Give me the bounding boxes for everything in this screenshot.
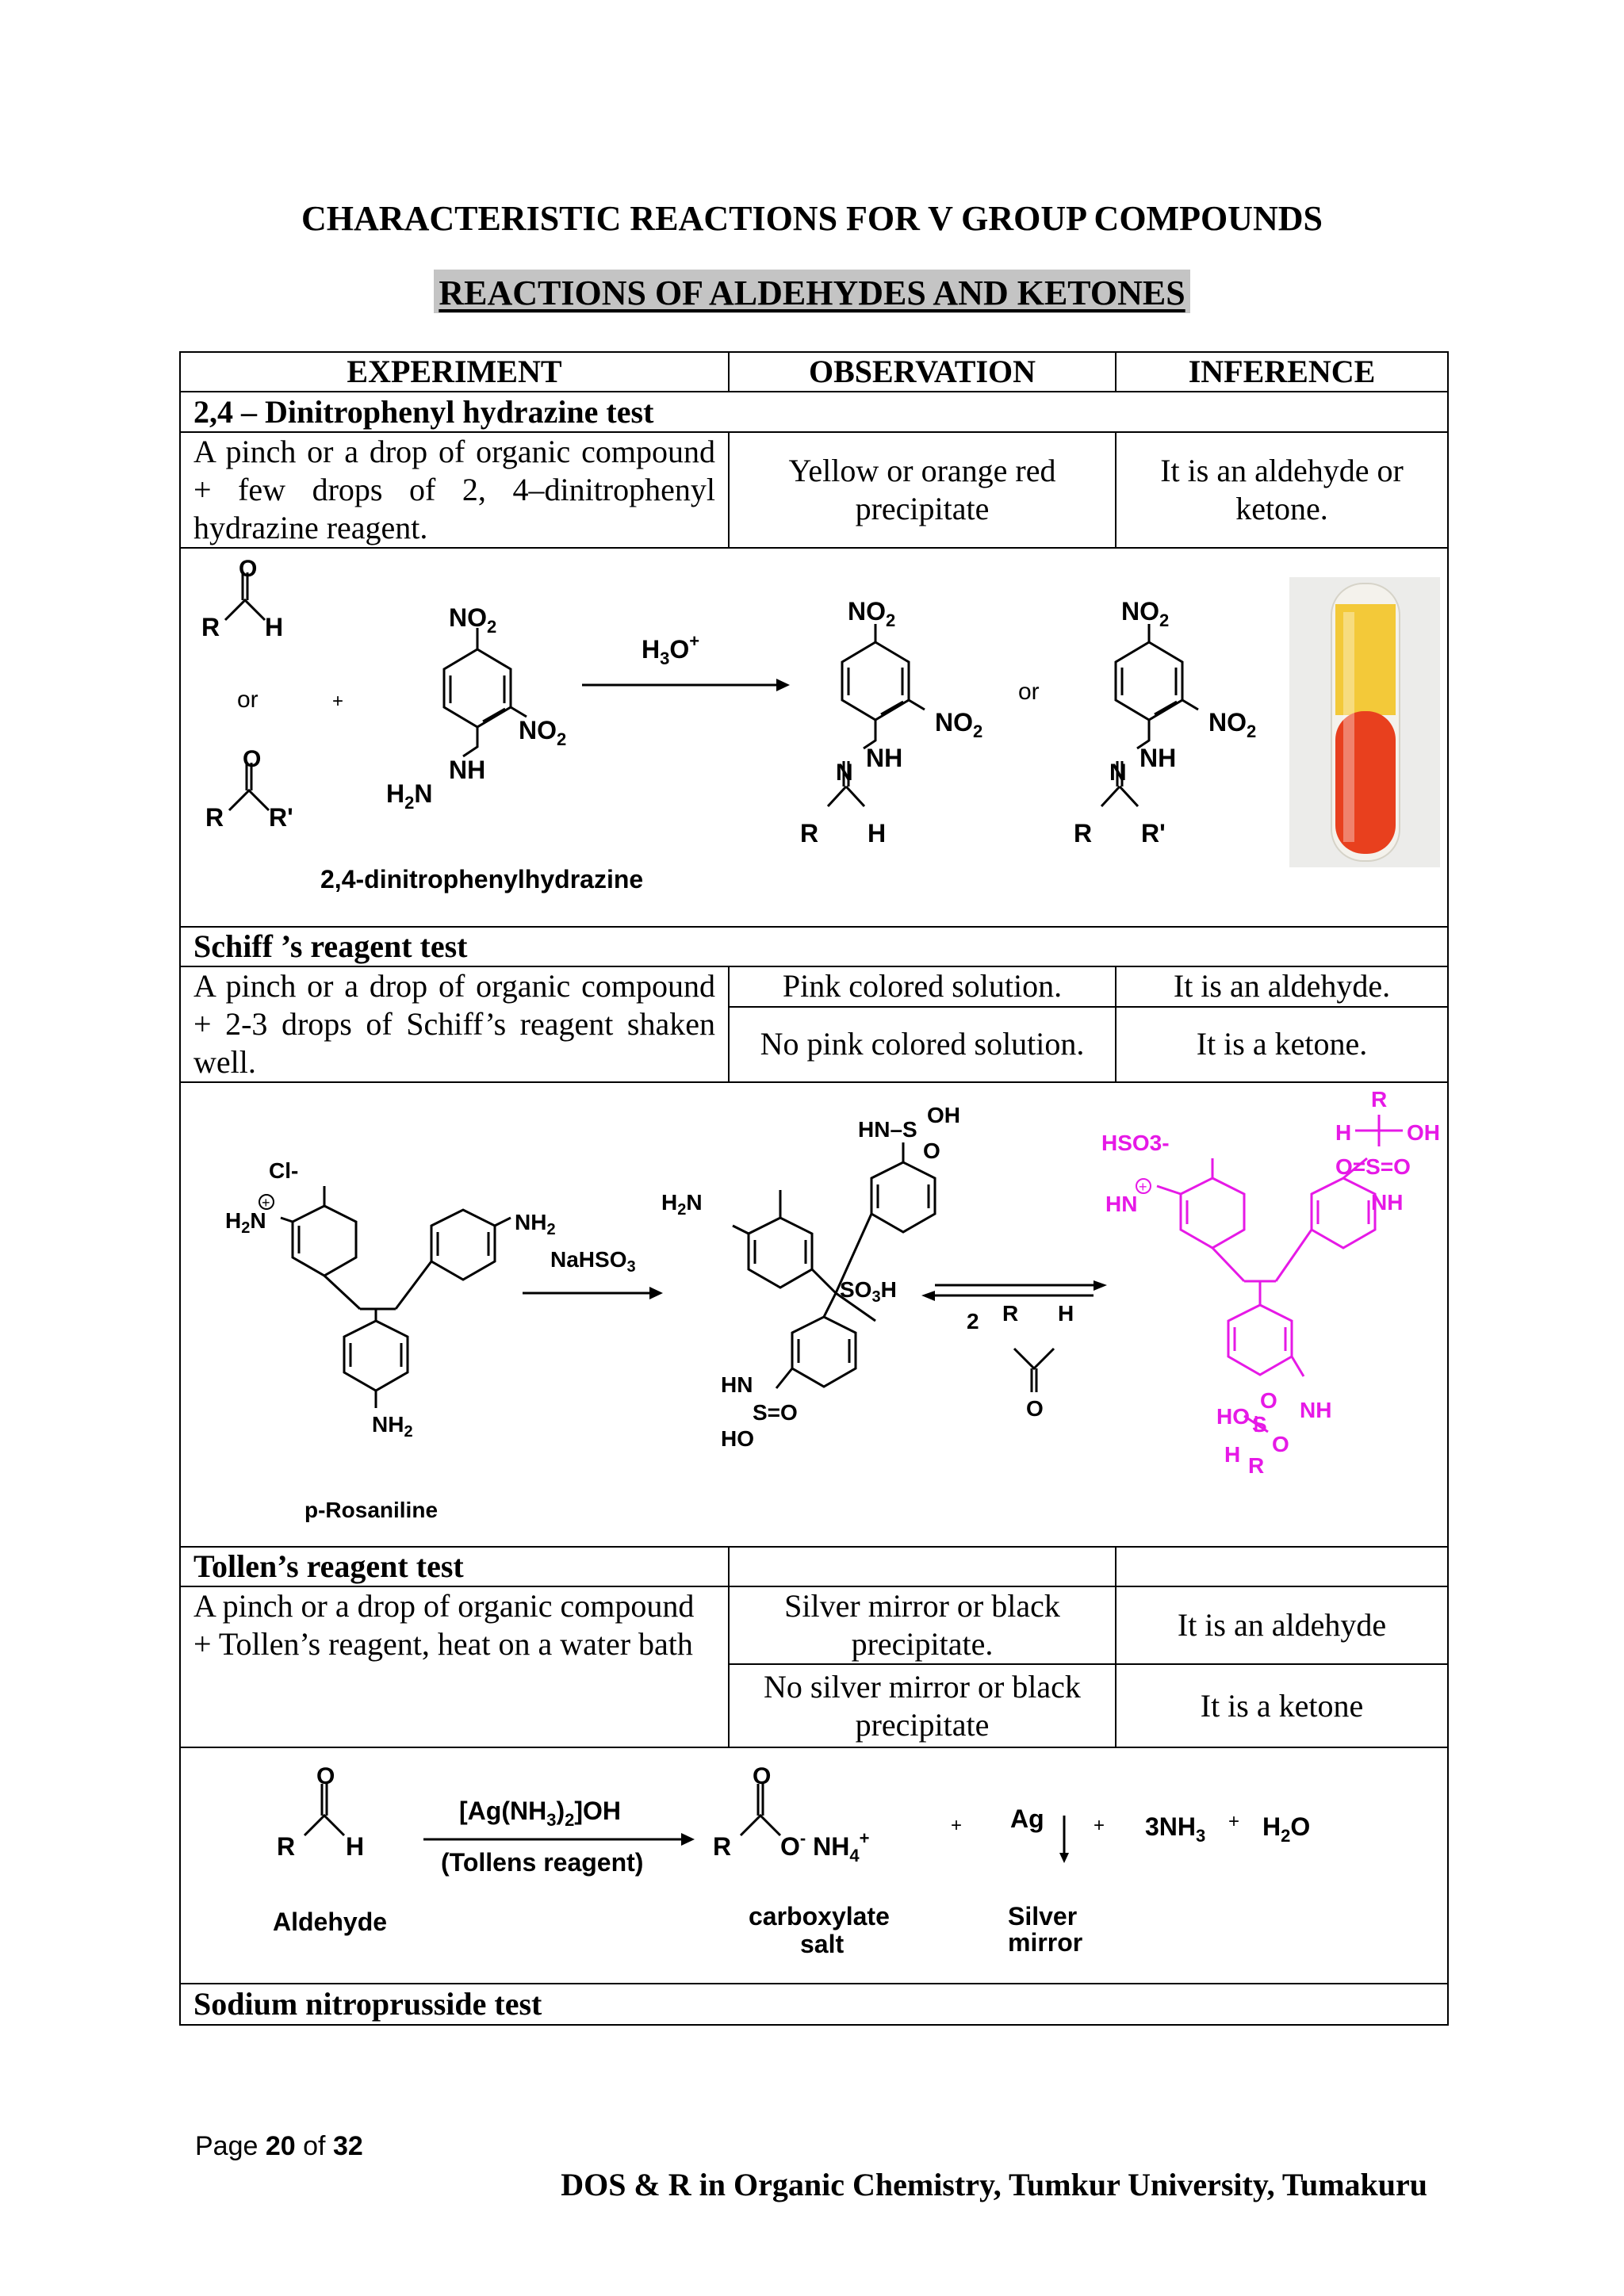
svg-text:H2N: $H_2N$ (661, 1190, 703, 1219)
svg-text:O: O (243, 746, 262, 772)
svg-text:NH2: $NH_2$ (372, 1412, 413, 1441)
svg-text:R: R (1248, 1453, 1265, 1478)
svg-text:HO: HO (1216, 1404, 1250, 1429)
schiff-inference-1: It is an aldehyde. (1116, 966, 1448, 1007)
section-title-wrap (0, 270, 1624, 313)
svg-text:O: O (316, 1763, 335, 1789)
table-row (180, 1586, 1448, 1664)
svg-text:H2N: $H_2N$ (225, 1208, 266, 1237)
table-row (180, 1984, 1448, 2025)
svg-text:NO2: $NO_2$ (519, 716, 567, 749)
svg-text:+: + (951, 1815, 963, 1836)
svg-text:NO2: $NO_2$ (935, 708, 983, 741)
silver-mirror-label: Silver (1008, 1902, 1078, 1931)
svg-text:NH2: $NH_2$ (515, 1210, 556, 1238)
svg-text:R: R (713, 1832, 732, 1861)
svg-text:NH: NH (449, 756, 486, 784)
svg-text:+: + (1228, 1811, 1240, 1832)
svg-text:H3O+: $H_3O^+$ (642, 631, 700, 668)
header-inference: INFERENCE (1116, 352, 1448, 392)
svg-text:O: O (239, 556, 258, 582)
svg-text:O: O (1260, 1388, 1277, 1413)
svg-text:salt: salt (800, 1930, 845, 1958)
rosaniline-name: p-Rosaniline (304, 1498, 439, 1522)
svg-text:R: R (277, 1832, 296, 1861)
table-row (180, 927, 1448, 966)
section-title: REACTIONS OF ALDEHYDES AND KETONES (434, 270, 1189, 313)
tollens-observation-1: Silver mirror or black precipitate. (729, 1586, 1116, 1664)
header-observation: OBSERVATION (729, 352, 1116, 392)
tollens-reagent-formula: $[Ag(NH_3)_2]OH$ (459, 1797, 621, 1830)
svg-text:2: 2 (967, 1309, 979, 1334)
svg-text:H: H (1335, 1120, 1352, 1145)
svg-text:H: H (346, 1832, 365, 1861)
table-row (180, 1747, 1448, 1984)
table-row (180, 432, 1448, 548)
dnp-experiment: A pinch or a drop of organic compound + few drops of 2, 4–dinitrophenyl hydrazine reagent. (180, 432, 729, 548)
svg-text:R': R' (1141, 819, 1166, 848)
svg-text:NO2: $NO_2$ (449, 603, 497, 637)
svg-text:R: R (201, 613, 220, 641)
tollens-inference-1: It is an aldehyde (1116, 1586, 1448, 1664)
svg-text:H: H (265, 613, 284, 641)
tollens-test-title: Tollen’s reagent test (180, 1547, 729, 1586)
schiff-observation-1: Pink colored solution. (729, 966, 1116, 1007)
schiff-scheme-cell (180, 1082, 1448, 1547)
aldehyde-label: Aldehyde (273, 1908, 388, 1936)
test-tube-photo (1289, 577, 1440, 867)
table-row (180, 548, 1448, 927)
svg-text:3NH3: $3NH_3$ (1145, 1812, 1206, 1846)
svg-text:R: R (205, 803, 224, 832)
svg-text:mirror: mirror (1008, 1928, 1083, 1957)
svg-text:O=S=O: O=S=O (1335, 1154, 1411, 1179)
header-experiment: EXPERIMENT (180, 352, 729, 392)
svg-text:HN: HN (721, 1372, 753, 1397)
svg-text:R': R' (269, 803, 293, 832)
svg-text:OH: OH (927, 1103, 960, 1127)
tollens-reaction-scheme (193, 1748, 1461, 1974)
tollens-observation-2: No silver mirror or black precipitate (729, 1664, 1116, 1747)
svg-text:H: H (1224, 1442, 1241, 1467)
tollens-experiment: A pinch or a drop of organic compound + Tollen’s reagent, heat on a water bath (180, 1586, 729, 1747)
table-row (180, 1082, 1448, 1547)
svg-text:O: O (923, 1138, 940, 1163)
svg-text:SO3H: $SO_3H$ (840, 1277, 897, 1306)
schiff-test-title: Schiff ’s reagent test (180, 927, 1448, 966)
table-header-row (180, 352, 1448, 392)
dnp-scheme-cell (180, 548, 1448, 927)
svg-text:R: R (800, 819, 819, 848)
svg-text:OH: OH (1407, 1120, 1440, 1145)
schiff-reaction-scheme (193, 1083, 1461, 1537)
svg-text:+: + (1094, 1815, 1105, 1836)
svg-text:R: R (1371, 1087, 1388, 1112)
svg-text:NH: NH (1300, 1398, 1332, 1422)
svg-text:S: S (1252, 1412, 1267, 1437)
page-number: Page 20 of 32 (195, 2131, 363, 2161)
svg-text:O: O (753, 1763, 772, 1789)
carboxylate-label: carboxylate (749, 1902, 890, 1931)
svg-text:HN: HN (1105, 1192, 1138, 1216)
institution-footer: DOS & R in Organic Chemistry, Tumkur University, Tumakuru (561, 2167, 1427, 2202)
or-label-2: or (1018, 679, 1040, 705)
svg-text:NO2: $NO_2$ (1121, 597, 1170, 630)
svg-text:+: + (262, 1195, 270, 1211)
schiff-experiment: A pinch or a drop of organic compound + 2-3 drops of Schiff’s reagent shaken well. (180, 966, 729, 1082)
plus-label: + (332, 691, 344, 712)
svg-text:O- NH4+: O- $NH_4^+$ (780, 1828, 870, 1866)
svg-text:NO2: $NO_2$ (848, 597, 896, 630)
dnp-inference: It is an aldehyde or ketone. (1116, 432, 1448, 548)
or-label: or (237, 687, 259, 713)
counter-ion: Cl- (269, 1158, 299, 1183)
tollens-scheme-cell (180, 1747, 1448, 1984)
dnp-observation: Yellow or orange red precipitate (729, 432, 1116, 548)
svg-text:H: H (1058, 1301, 1074, 1326)
svg-text:O: O (1026, 1396, 1044, 1421)
svg-text:N: N (1109, 760, 1127, 786)
silver-symbol: Ag (1010, 1804, 1044, 1833)
svg-text:N: N (836, 760, 853, 786)
svg-text:H2O: $H_2O$ (1262, 1812, 1311, 1846)
table-row (180, 966, 1448, 1007)
svg-text:R: R (1002, 1301, 1019, 1326)
svg-text:+: + (1139, 1179, 1147, 1195)
dnp-test-title: 2,4 – Dinitrophenyl hydrazine test (180, 392, 1448, 432)
svg-text:H: H (868, 819, 887, 848)
table-row (180, 392, 1448, 432)
svg-text:NH: NH (866, 744, 903, 772)
svg-text:HN–S: HN–S (858, 1117, 917, 1142)
svg-text:NH: NH (1139, 744, 1177, 772)
svg-text:S=O: S=O (753, 1400, 798, 1425)
empty-cell (1116, 1547, 1448, 1586)
schiff-observation-2: No pink colored solution. (729, 1007, 1116, 1082)
tollens-reagent-name: (Tollens reagent) (441, 1848, 644, 1877)
schiff-inference-2: It is a ketone. (1116, 1007, 1448, 1082)
nitroprusside-test-title: Sodium nitroprusside test (180, 1984, 1448, 2025)
empty-cell (729, 1547, 1116, 1586)
svg-text:O: O (1272, 1432, 1289, 1456)
tollens-inference-2: It is a ketone (1116, 1664, 1448, 1747)
dnp-reaction-scheme (193, 549, 1461, 917)
svg-text:NH: NH (1371, 1190, 1404, 1215)
svg-text:R: R (1074, 819, 1093, 848)
svg-text:NaHSO3: NaHSO$_3$ (550, 1247, 636, 1276)
dnph-name: 2,4-dinitrophenylhydrazine (320, 865, 644, 894)
svg-text:NO2: $NO_2$ (1208, 708, 1257, 741)
table-row (180, 1547, 1448, 1586)
page-title: CHARACTERISTIC REACTIONS FOR V GROUP COMPOUNDS (301, 199, 1323, 238)
svg-text:H2N: $H_2N$ (386, 779, 433, 813)
product-ion: HSO3- (1101, 1131, 1170, 1155)
svg-text:HO: HO (721, 1426, 754, 1451)
reactions-table (179, 351, 1449, 2026)
